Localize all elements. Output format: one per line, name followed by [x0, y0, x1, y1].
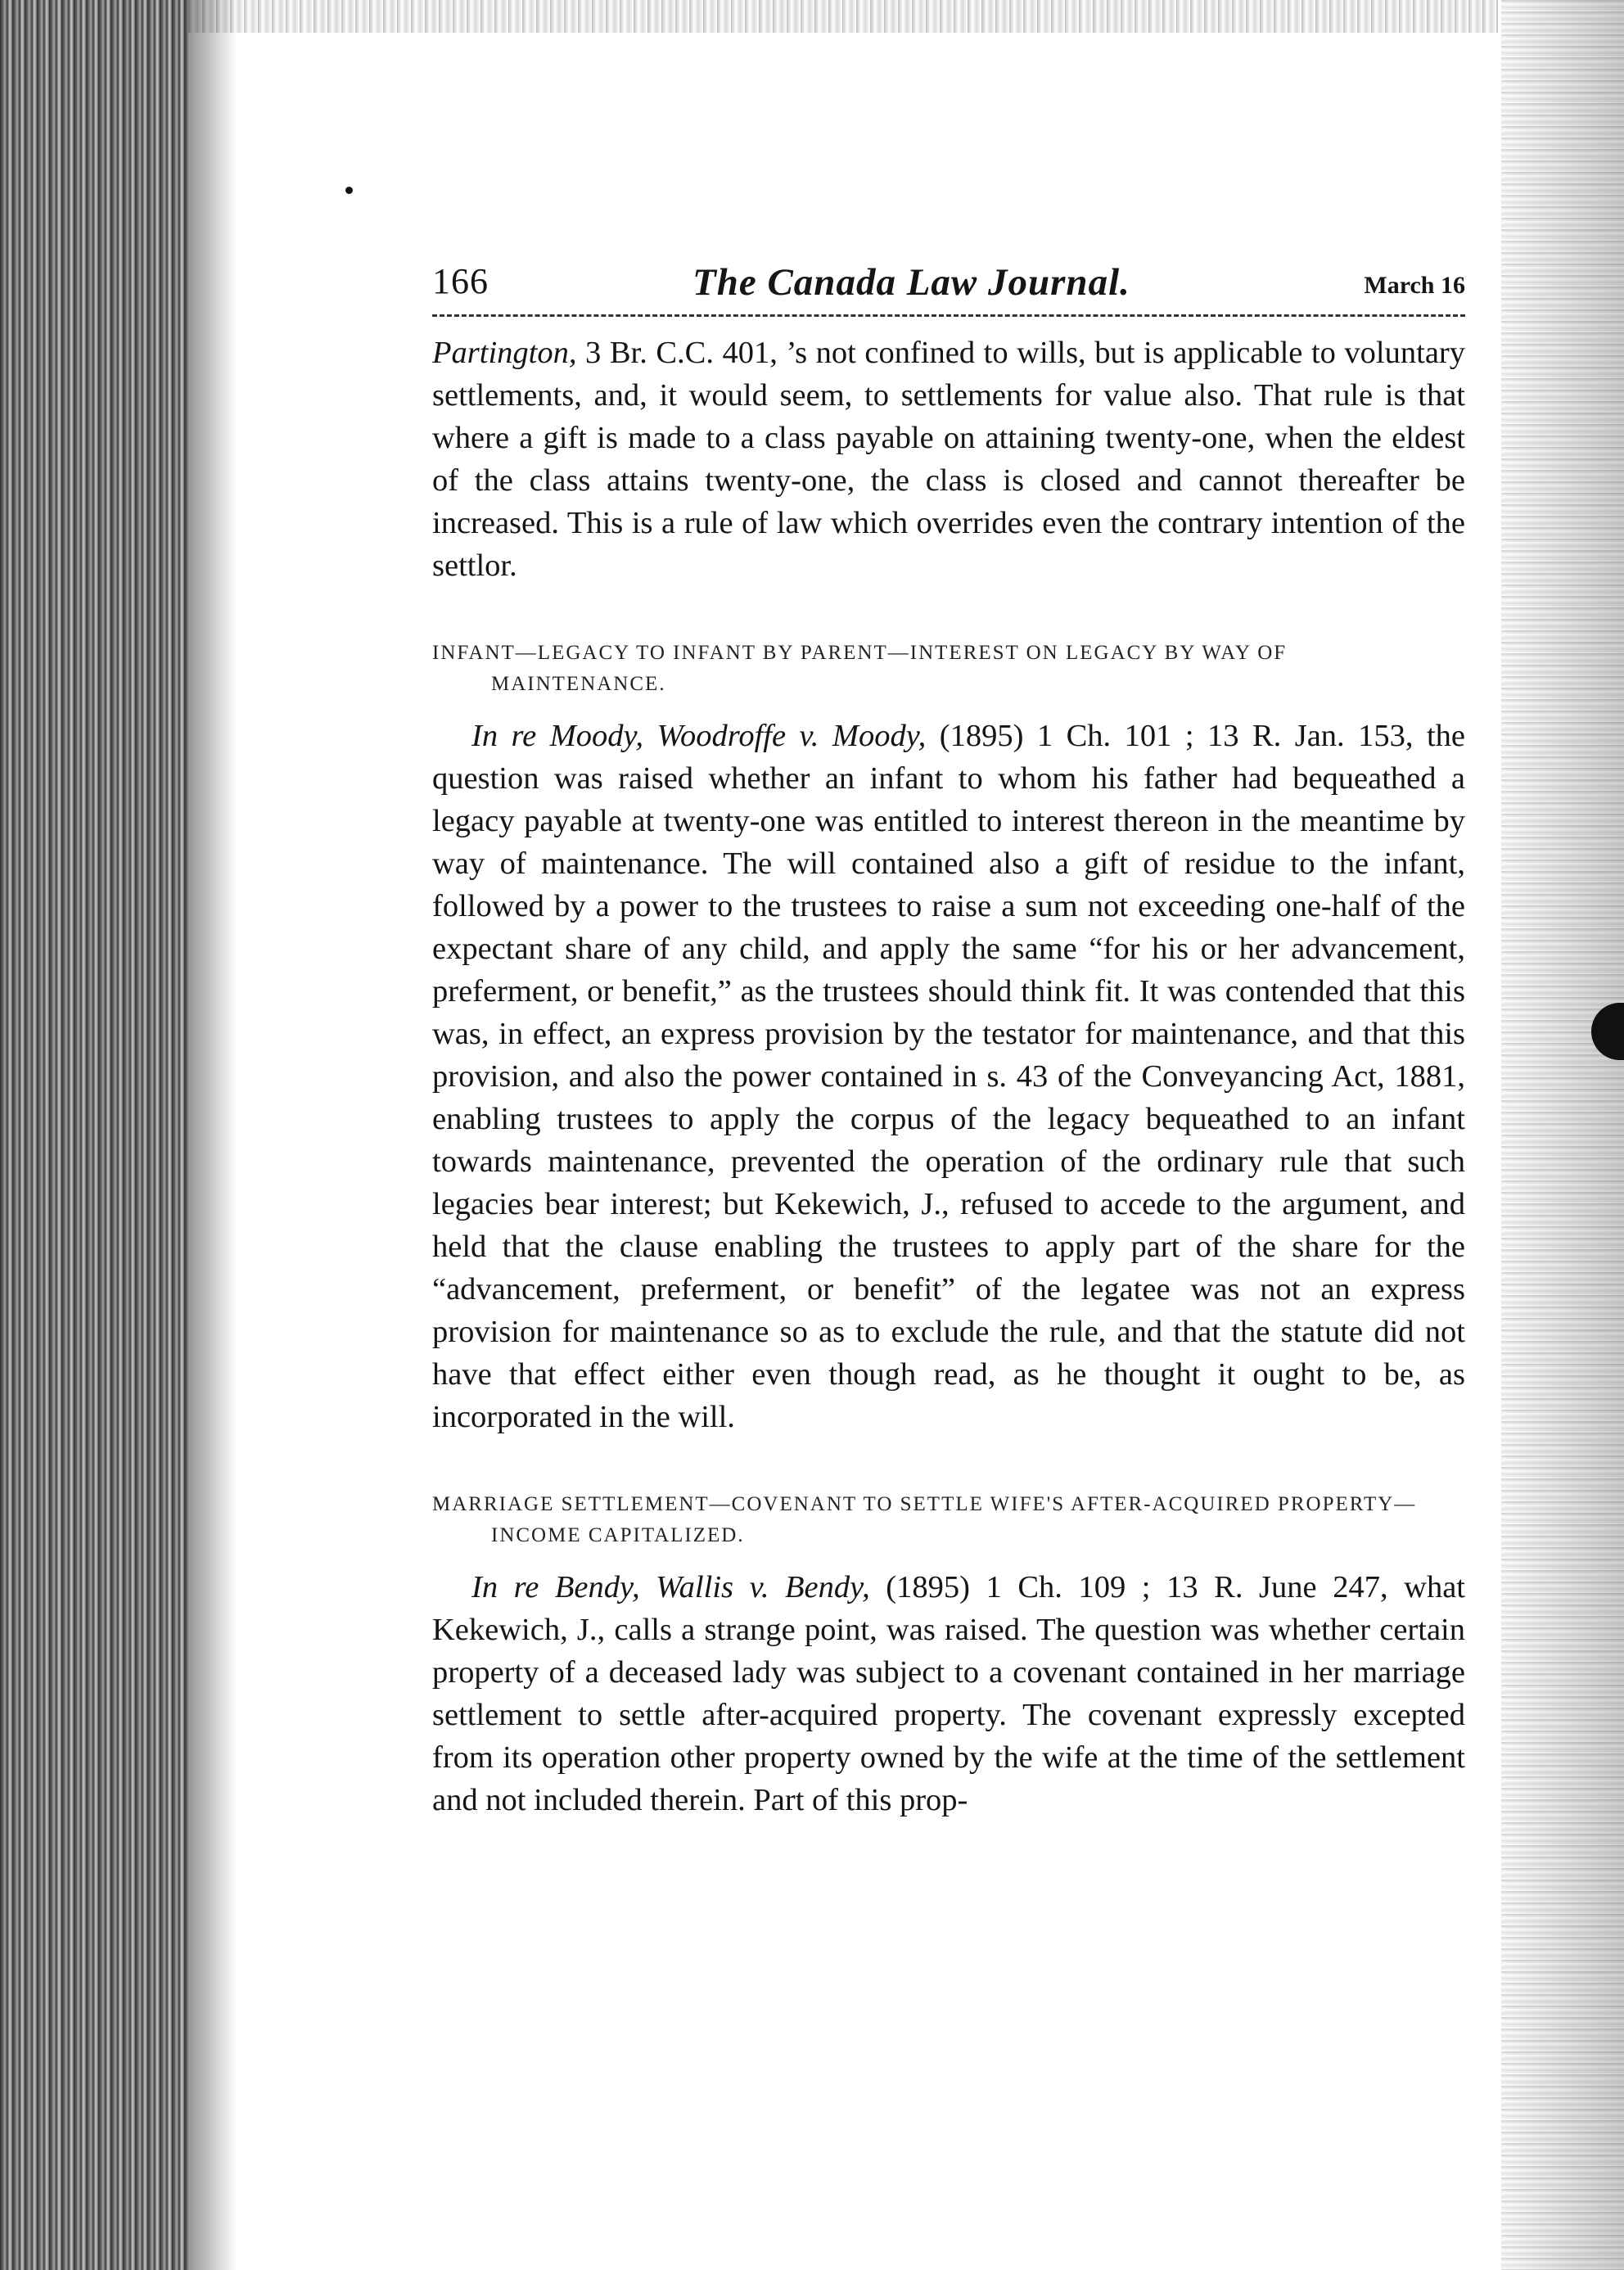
- case-citation: In re Moody, Woodroffe v. Moody,: [471, 719, 927, 753]
- section-heading-marriage-settlement: MARRIAGE SETTLEMENT—COVENANT TO SETTLE WIFE'S AFTER-ACQUIRED PROPERTY—INCOME CAPITALIZED.: [432, 1493, 1417, 1546]
- case-citation: Partington,: [432, 336, 577, 370]
- page-number: 166: [432, 261, 489, 301]
- continuation-paragraph: [432, 332, 1465, 587]
- journal-page: [432, 260, 1465, 1821]
- journal-title: The Canada Law Journal.: [692, 261, 1130, 304]
- scan-binding-edge: [0, 0, 188, 2270]
- paragraph-text: (1895) 1 Ch. 101 ; 13 R. Jan. 153, the question was raised whether an infant to whom his father had bequeathed a legacy payable at twenty-one was entitled to interest thereon in the meantime by way of maintenance. The will contained also a gift of residue to the infant, followed by a power to the trustees to raise a sum not exceeding one-half of the expectant share of any child, and apply the same “for his or her advancement, preferment, or benefit,” as the trustees should think fit. It was contended that this was, in effect, an express provision by the testator for maintenance, and that this provision, and also the power contained in s. 43 of the Conveyancing Act, 1881, enabling trustees to apply the corpus of the legacy bequeathed to an infant towards maintenance, prevented the operation of the ordinary rule that such legacies bear interest; but Kekewich, J., refused to accede to the argument, and held that the clause enabling the trustees to apply part of the share for the “advancement, preferment, or benefit” of the legatee was not an express provision for maintenance so as to exclude the rule, and that the statute did not have that effect either even though read, as he thought it ought to be, as incorporated in the will.: [432, 719, 1465, 1434]
- paragraph-text: 3 Br. C.C. 401, ’s not confined to wills, but is applicable to voluntary settlements, and, it would seem, to settlements for value also. That rule is that where a gift is made to a class payable on attaining twenty-one, when the eldest of the class attains twenty-one, the class is closed and cannot thereafter be increased. This is a rule of law which overrides even the contrary intention of the settlor.: [432, 336, 1465, 583]
- section-paragraph-bendy: [432, 1566, 1465, 1821]
- paragraph-text: (1895) 1 Ch. 109 ; 13 R. June 247, what Kekewich, J., calls a strange point, was raised. The question was whether certain property of a deceased lady was subject to a covenant contained in her marriage settlement to settle after-acquired property. The covenant expressly excepted from its operation other property owned by the wife at the time of the settlement and not included therein. Part of this prop-: [432, 1570, 1465, 1817]
- scan-top-edge: [188, 0, 1498, 33]
- section-paragraph-moody: [432, 715, 1465, 1438]
- case-citation: In re Bendy, Wallis v. Bendy,: [471, 1570, 870, 1604]
- scan-right-edge: [1501, 0, 1624, 2270]
- section-heading-infant-legacy: INFANT—LEGACY TO INFANT BY PARENT—INTEREST ON LEGACY BY WAY OF MAINTENANCE.: [432, 642, 1288, 695]
- header-rule: [432, 314, 1465, 317]
- scan-ink-dot: [345, 187, 353, 194]
- issue-date: March 16: [1364, 272, 1465, 299]
- running-header: [432, 260, 1465, 309]
